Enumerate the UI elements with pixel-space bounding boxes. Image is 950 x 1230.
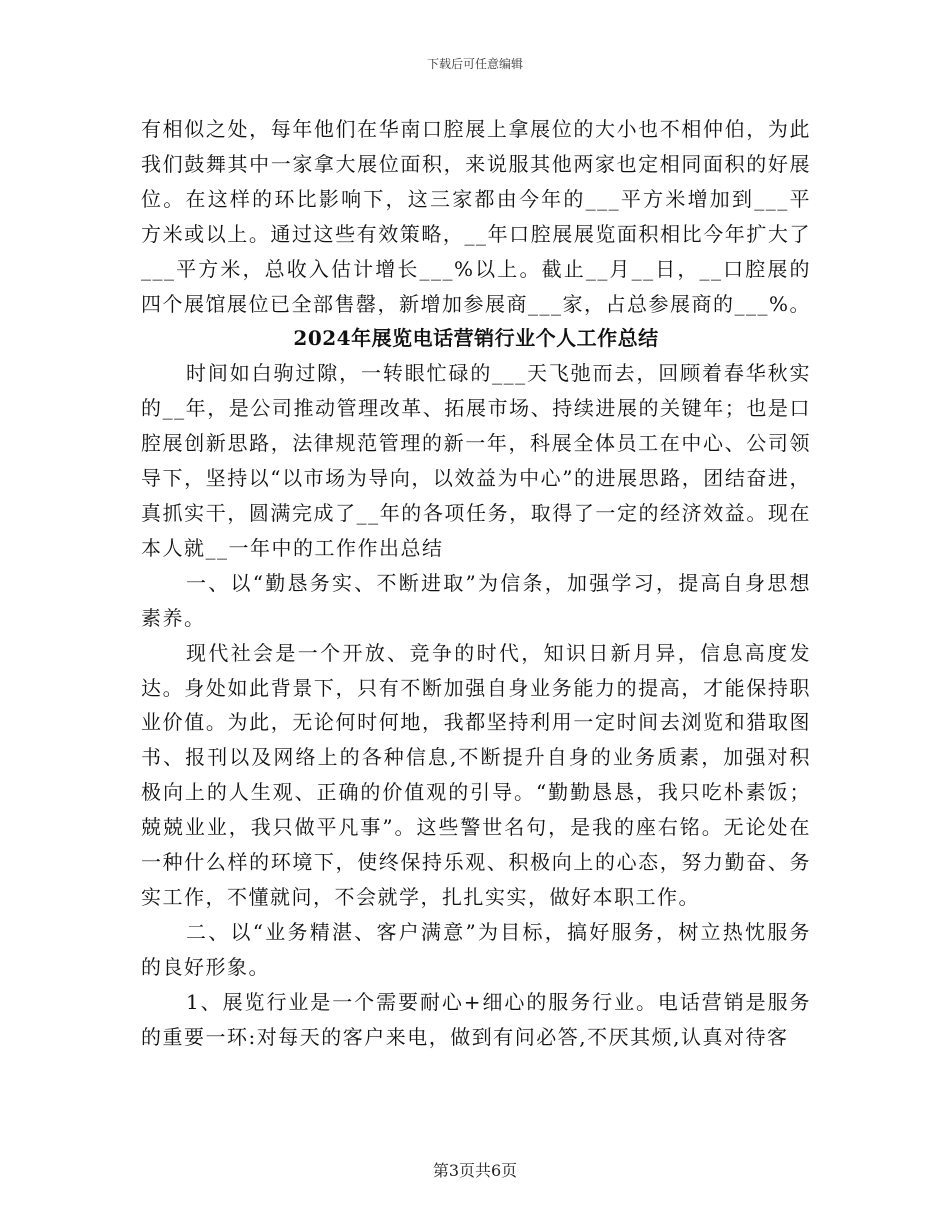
section-heading-one: 一、以“勤恳务实、不断进取”为信条，加强学习，提高自身思想素养。 (141, 570, 811, 630)
paragraph-study: 现代社会是一个开放、竞争的时代，知识日新月异，信息高度发达。身处如此背景下，只有不断加强自身业务能力的提高，才能保持职业价值。为此，无论何时何地，我都坚持利用一定时间去浏览和猎取图书、报刊以及网络上的各种信息,不断提升自身的业务质素，加强对积极向上的人生观、正确的价值观的引导。“勤勤恳恳，我只吃朴素饭；兢兢业业，我只做平凡事”。这些警世名句，是我的座右铭。无论处在一种什么样的环境下，使终保持乐观、积极向上的心态，努力勤奋、务实工作，不懂就问，不会就学，扎扎实实，做好本职工作。 (141, 640, 811, 909)
document-title: 2024年展览电话营销行业个人工作总结 (293, 326, 659, 351)
paragraph-continuation: 有相似之处，每年他们在华南口腔展上拿展位的大小也不相仲伯，为此我们鼓舞其中一家拿大展位面积，来说服其他两家也定相同面积的好展位。在这样的环比影响下，这三家都由今年的___平方米增加到___平方米或以上。通过这些有效策略，__年口腔展展览面积相比今年扩大了___平方米，总收入估计增长___%以上。截止__月__日，__口腔展的四个展馆展位已全部售罄，新增加参展商___家，占总参展商的___%。 (141, 117, 812, 316)
document-body (141, 112, 811, 1054)
section-heading-two: 二、以“业务精湛、客户满意”为目标，搞好服务，树立热忱服务的良好形象。 (141, 919, 811, 979)
paragraph-intro: 时间如白驹过隙，一转眼忙碌的___天飞弛而去，回顾着春华秋实的__年，是公司推动管理改革、拓展市场、持续进展的关键年；也是口腔展创新思路，法律规范管理的新一年，科展全体员工在中心、公司领导下，坚持以“以市场为导向，以效益为中心”的进展思路，团结奋进，真抓实干，圆满完成了__年的各项任务，取得了一定的经济效益。现在本人就__一年中的工作作出总结 (141, 361, 811, 560)
paragraph-service: 1、展览行业是一个需要耐心+细心的服务行业。电话营销是服务的重要一环:对每天的客户来电，做到有问必答,不厌其烦,认真对待客 (141, 989, 811, 1049)
page-number: 第3页共6页 (432, 1161, 518, 1180)
page-header-note: 下载后可任意编辑 (426, 57, 523, 71)
